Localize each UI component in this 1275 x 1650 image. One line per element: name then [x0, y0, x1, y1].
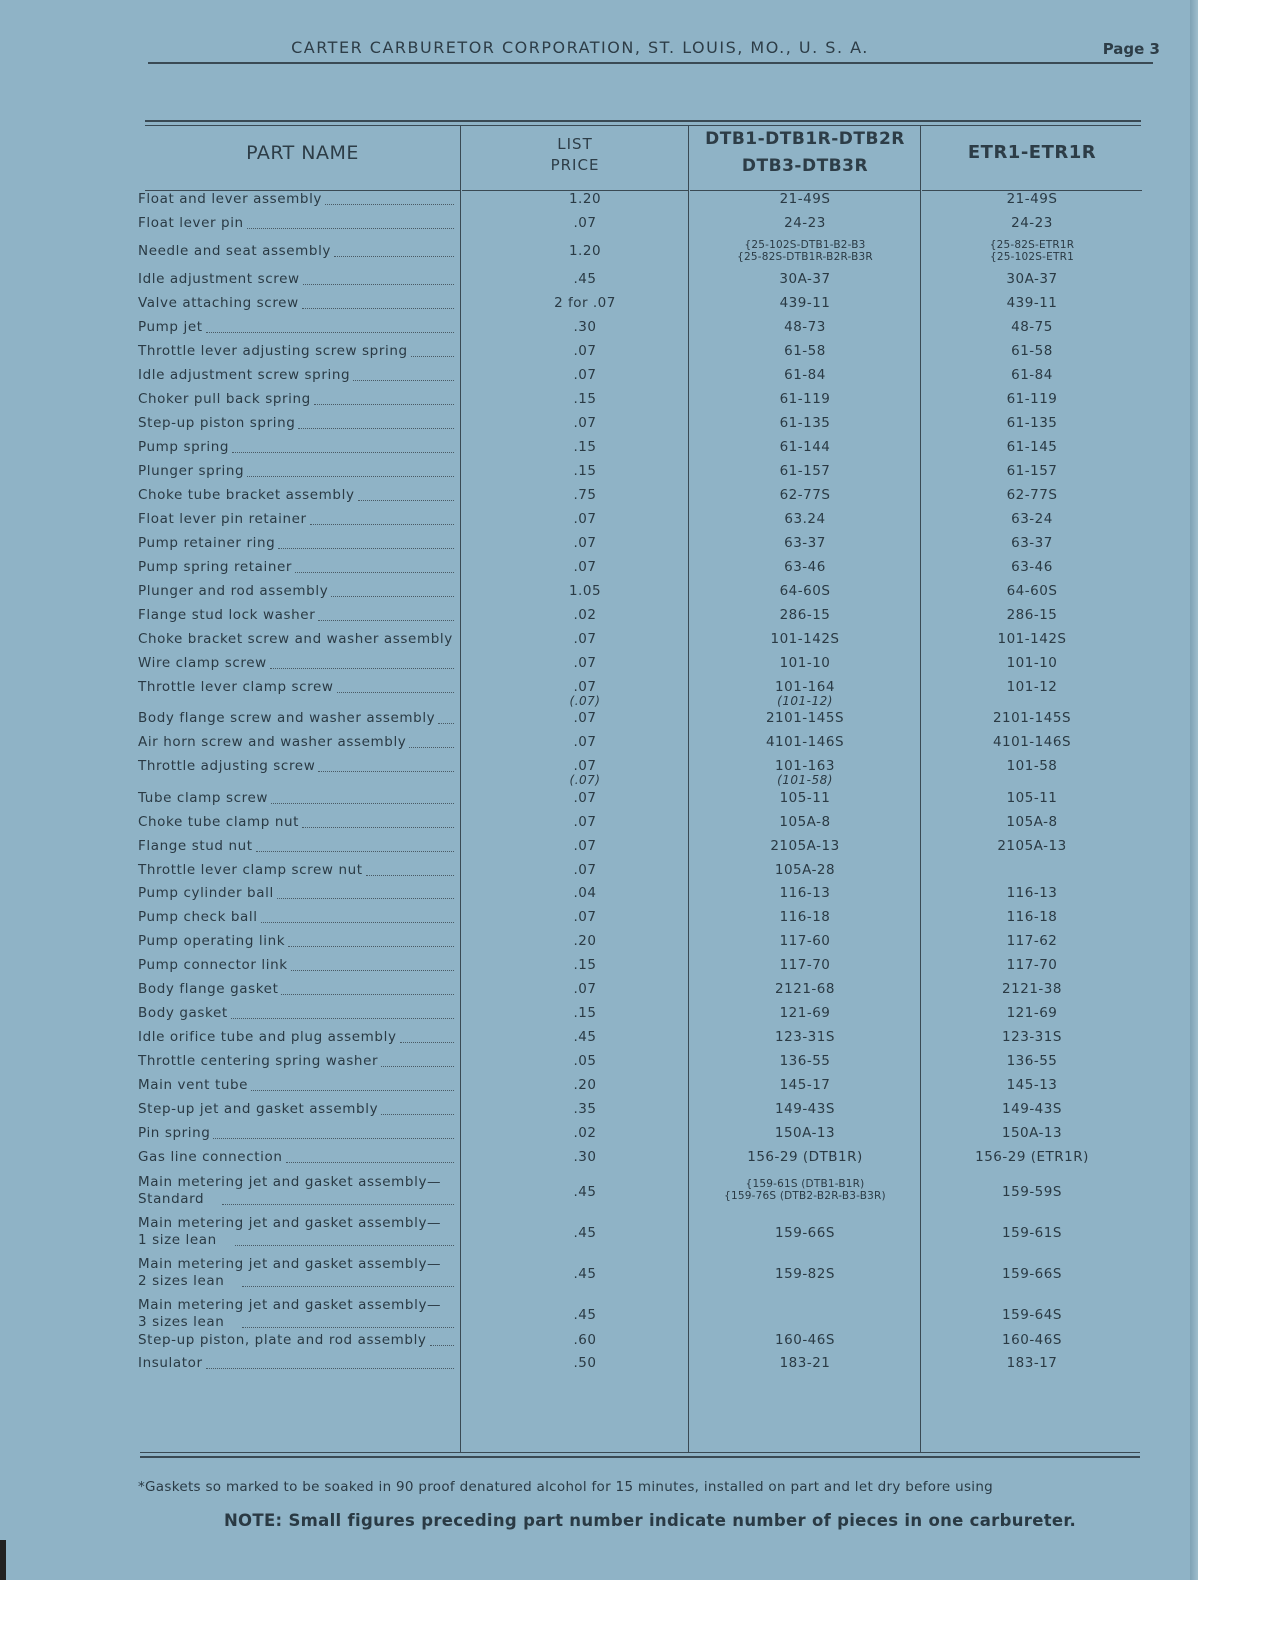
- part-name: [138, 933, 458, 950]
- dtb-cell: 63-37: [784, 535, 826, 551]
- part-name-text: Pump check ball: [138, 909, 258, 925]
- part-name-text: Throttle adjusting screw: [138, 758, 316, 774]
- etr-cell: 101-12: [1006, 679, 1058, 695]
- dot-leader: [206, 1368, 454, 1369]
- part-name: [138, 838, 458, 855]
- part-name-text: Main vent tube: [138, 1077, 249, 1093]
- etr-cell: 101-58: [1006, 758, 1058, 774]
- etr-cell: 61-58: [1011, 343, 1053, 359]
- price-alt-cell: (.07): [569, 773, 601, 787]
- dot-leader: [366, 875, 454, 876]
- part-name-text: Pump spring: [138, 439, 230, 455]
- part-name: [138, 415, 458, 432]
- etr-cell: 48-75: [1011, 319, 1053, 335]
- etr-cell: 149-43S: [1002, 1101, 1062, 1117]
- part-name-text: Tube clamp screw: [138, 790, 269, 806]
- etr-cell: 101-10: [1006, 655, 1058, 671]
- etr-cell: 61-157: [1006, 463, 1058, 479]
- price-cell: .07: [573, 655, 597, 671]
- etr-cell: 101-142S: [997, 631, 1067, 647]
- price-cell: .07: [573, 215, 597, 231]
- part-name-text: Throttle lever adjusting screw spring: [138, 343, 408, 359]
- price-cell: .15: [573, 463, 597, 479]
- part-name-text: Idle adjustment screw: [138, 271, 300, 287]
- price-cell: .07: [573, 734, 597, 750]
- part-name-text: Pump operating link: [138, 933, 286, 949]
- part-name-text: Float lever pin retainer: [138, 511, 307, 527]
- part-name-text: Choke bracket screw and washer assembly: [138, 631, 453, 647]
- dtb-cell: 2101-145S: [765, 710, 845, 726]
- price-cell: .07: [573, 367, 597, 383]
- part-name-text: Body flange screw and washer assembly: [138, 710, 436, 726]
- dtb-cell: 63-46: [784, 559, 826, 575]
- dot-leader: [325, 204, 454, 205]
- part-name: [138, 559, 458, 576]
- etr-cell: 105-11: [1006, 790, 1058, 806]
- price-cell: .07: [573, 758, 597, 774]
- dtb-cell: 150A-13: [774, 1125, 836, 1141]
- etr-cell: 160-46S: [1002, 1332, 1062, 1348]
- table-bottom-rule-outer: [140, 1456, 1140, 1458]
- etr-cell: 121-69: [1006, 1005, 1058, 1021]
- price-cell: 2 for .07: [554, 295, 616, 311]
- etr-cell: 117-70: [1006, 957, 1058, 973]
- column-header-list-price: LIST PRICE: [550, 135, 600, 174]
- dot-leader: [261, 922, 454, 923]
- price-cell: .07: [573, 679, 597, 695]
- part-name: [138, 583, 458, 600]
- part-name-text: Flange stud lock washer: [138, 607, 316, 623]
- dtb-cell: 116-18: [779, 909, 831, 925]
- dtb-cell: 121-69: [779, 1005, 831, 1021]
- etr-cell: 183-17: [1006, 1355, 1058, 1371]
- part-name: [138, 463, 458, 480]
- dtb-cell: 105A-8: [779, 814, 831, 830]
- price-cell: .05: [573, 1053, 597, 1069]
- etr-cell: 159-64S: [1002, 1307, 1062, 1323]
- part-name-text: Body flange gasket: [138, 981, 279, 997]
- dtb-cell: 149-43S: [775, 1101, 835, 1117]
- price-cell: .20: [573, 1077, 597, 1093]
- column-divider: [920, 125, 921, 1453]
- dtb-alt-cell: (101-58): [777, 773, 833, 787]
- price-cell: .45: [573, 1029, 597, 1045]
- etr-cell: {25-82S-ETR1R {25-102S-ETR1: [989, 239, 1075, 263]
- dtb-cell: 439-11: [779, 295, 831, 311]
- part-name-text: Wire clamp screw: [138, 655, 267, 671]
- part-name-text: Step-up piston spring: [138, 415, 296, 431]
- part-name-text: Idle orifice tube and plug assembly: [138, 1029, 397, 1045]
- dot-leader: [213, 1138, 454, 1139]
- etr-cell: 61-119: [1006, 391, 1058, 407]
- part-name-text: Gas line connection: [138, 1149, 283, 1165]
- part-name: [138, 981, 458, 998]
- dtb-cell: 101-163: [775, 758, 835, 774]
- dot-leader: [291, 970, 454, 971]
- price-alt-cell: (.07): [569, 694, 601, 708]
- part-name-text: Flange stud nut: [138, 838, 253, 854]
- dtb-cell: 48-73: [784, 319, 826, 335]
- part-name: [138, 1332, 458, 1349]
- part-name-text: Pump connector link: [138, 957, 288, 973]
- dot-leader: [381, 1114, 454, 1115]
- dot-leader: [302, 308, 454, 309]
- part-name-text: Choke tube clamp nut: [138, 814, 300, 830]
- part-name-text: Main metering jet and gasket assembly— 2 sizes lean: [138, 1256, 442, 1289]
- part-name: [138, 1029, 458, 1046]
- dot-leader: [381, 1066, 454, 1067]
- part-name: [138, 1101, 458, 1118]
- part-name-text: Plunger spring: [138, 463, 245, 479]
- dtb-cell: 61-135: [779, 415, 831, 431]
- table-bottom-rule: [140, 1452, 1140, 1453]
- price-cell: .30: [573, 319, 597, 335]
- price-cell: .02: [573, 607, 597, 623]
- dot-leader: [411, 356, 454, 357]
- etr-cell: 2105A-13: [997, 838, 1067, 854]
- part-name: [138, 1174, 458, 1208]
- dot-leader: [232, 452, 454, 453]
- part-name-text: Insulator: [138, 1355, 203, 1371]
- dtb-cell: 30A-37: [779, 271, 831, 287]
- dot-leader: [303, 284, 454, 285]
- price-cell: .07: [573, 535, 597, 551]
- dtb-cell: 61-119: [779, 391, 831, 407]
- dot-leader: [334, 256, 454, 257]
- etr-cell: 286-15: [1006, 607, 1058, 623]
- dot-leader: [256, 851, 454, 852]
- dtb-cell: {25-102S-DTB1-B2-B3 {25-82S-DTB1R-B2R-B3R: [737, 239, 873, 263]
- part-name-text: Plunger and rod assembly: [138, 583, 329, 599]
- part-name: [138, 909, 458, 926]
- part-name-text: Float and lever assembly: [138, 191, 323, 207]
- column-divider: [688, 125, 689, 1453]
- part-name-text: Pump spring retainer: [138, 559, 293, 575]
- part-name: [138, 1215, 458, 1249]
- dtb-cell: 62-77S: [779, 487, 831, 503]
- part-name: [138, 1053, 458, 1070]
- price-cell: .45: [573, 1266, 597, 1282]
- etr-cell: 2121-38: [1002, 981, 1062, 997]
- dtb-cell: 61-157: [779, 463, 831, 479]
- part-name: [138, 271, 458, 288]
- part-name-text: Main metering jet and gasket assembly— Standard: [138, 1174, 442, 1207]
- part-name: [138, 1256, 458, 1290]
- part-name: [138, 631, 458, 648]
- column-header-dtb: DTB1-DTB1R-DTB2R DTB3-DTB3R: [705, 129, 905, 176]
- part-name-text: Throttle lever clamp screw nut: [138, 862, 363, 878]
- price-cell: .45: [573, 1225, 597, 1241]
- price-cell: .45: [573, 1307, 597, 1323]
- part-name: [138, 319, 458, 336]
- dtb-cell: 286-15: [779, 607, 831, 623]
- dot-leader: [231, 1018, 454, 1019]
- etr-cell: 156-29 (ETR1R): [975, 1149, 1089, 1165]
- dtb-cell: 2105A-13: [770, 838, 840, 854]
- dot-leader: [251, 1090, 454, 1091]
- dtb-cell: 24-23: [784, 215, 826, 231]
- dtb-cell: 156-29 (DTB1R): [747, 1149, 863, 1165]
- column-header-part-name: PART NAME: [246, 142, 359, 164]
- dot-leader: [222, 1204, 454, 1205]
- etr-cell: 159-61S: [1002, 1225, 1062, 1241]
- dtb-cell: 101-10: [779, 655, 831, 671]
- dot-leader: [314, 404, 454, 405]
- dot-leader: [247, 476, 454, 477]
- etr-cell: 2101-145S: [992, 710, 1072, 726]
- column-divider: [460, 125, 461, 1453]
- etr-cell: 123-31S: [1002, 1029, 1062, 1045]
- dtb-cell: 116-13: [779, 885, 831, 901]
- etr-cell: 61-145: [1006, 439, 1058, 455]
- dot-leader: [409, 747, 454, 748]
- price-cell: .15: [573, 1005, 597, 1021]
- scan-shadow: [0, 1540, 6, 1580]
- price-cell: .45: [573, 271, 597, 287]
- dot-leader: [270, 668, 454, 669]
- dtb-cell: 63.24: [784, 511, 826, 527]
- dtb-cell: 4101-146S: [765, 734, 845, 750]
- part-name: [138, 295, 458, 312]
- dtb-cell: 101-164: [775, 679, 835, 695]
- dot-leader: [353, 380, 454, 381]
- part-name-text: Idle adjustment screw spring: [138, 367, 351, 383]
- price-cell: .04: [573, 885, 597, 901]
- part-name: [138, 710, 458, 727]
- part-name: [138, 957, 458, 974]
- dtb-cell: 105A-28: [774, 862, 836, 878]
- price-cell: .15: [573, 439, 597, 455]
- etr-cell: 439-11: [1006, 295, 1058, 311]
- part-name: [138, 215, 458, 232]
- etr-cell: 116-18: [1006, 909, 1058, 925]
- part-name-text: Float lever pin: [138, 215, 244, 231]
- price-cell: 1.20: [568, 191, 602, 207]
- price-cell: .07: [573, 909, 597, 925]
- etr-cell: 159-59S: [1002, 1184, 1062, 1200]
- etr-cell: 150A-13: [1001, 1125, 1063, 1141]
- column-header-etr: ETR1-ETR1R: [967, 142, 1097, 163]
- dot-leader: [235, 1245, 454, 1246]
- dtb-cell: 159-82S: [775, 1266, 835, 1282]
- dot-leader: [400, 1042, 454, 1043]
- dtb-cell: 64-60S: [779, 583, 831, 599]
- dot-leader: [331, 596, 454, 597]
- dtb-cell: 136-55: [779, 1053, 831, 1069]
- etr-cell: 63-37: [1011, 535, 1053, 551]
- part-name: [138, 439, 458, 456]
- etr-cell: 63-24: [1011, 511, 1053, 527]
- price-cell: 1.20: [568, 243, 602, 259]
- dot-leader: [337, 692, 454, 693]
- dtb-cell: 159-66S: [775, 1225, 835, 1241]
- part-name: [138, 1125, 458, 1142]
- part-name: [138, 862, 458, 879]
- part-name: [138, 511, 458, 528]
- dot-leader: [242, 1286, 454, 1287]
- price-cell: .07: [573, 415, 597, 431]
- part-name: [138, 734, 458, 751]
- dtb-cell: {159-61S (DTB1-B1R) {159-76S (DTB2-B2R-B3-B3R): [724, 1178, 886, 1202]
- dtb-cell: 117-60: [779, 933, 831, 949]
- dtb-cell: 123-31S: [775, 1029, 835, 1045]
- price-cell: .15: [573, 957, 597, 973]
- price-cell: .07: [573, 862, 597, 878]
- dot-leader: [358, 500, 454, 501]
- price-cell: .07: [573, 981, 597, 997]
- part-name-text: Pin spring: [138, 1125, 211, 1141]
- part-name: [138, 1005, 458, 1022]
- part-name: [138, 487, 458, 504]
- part-name-text: Main metering jet and gasket assembly— 3 sizes lean: [138, 1297, 442, 1330]
- price-cell: .35: [573, 1101, 597, 1117]
- dtb-cell: 117-70: [779, 957, 831, 973]
- part-name: [138, 1077, 458, 1094]
- dot-leader: [278, 548, 454, 549]
- part-name: [138, 790, 458, 807]
- etr-cell: 61-84: [1011, 367, 1053, 383]
- part-name: [138, 243, 458, 260]
- etr-cell: 21-49S: [1006, 191, 1058, 207]
- dtb-cell: 101-142S: [770, 631, 840, 647]
- table-top-rule-inner: [145, 125, 1141, 126]
- part-name: [138, 655, 458, 672]
- price-cell: .07: [573, 814, 597, 830]
- dot-leader: [298, 428, 454, 429]
- part-name-text: Pump cylinder ball: [138, 885, 274, 901]
- part-name: [138, 758, 458, 775]
- etr-cell: 64-60S: [1006, 583, 1058, 599]
- price-cell: .07: [573, 710, 597, 726]
- price-cell: .02: [573, 1125, 597, 1141]
- part-name-text: Throttle lever clamp screw: [138, 679, 334, 695]
- dot-leader: [277, 898, 454, 899]
- dot-leader: [318, 620, 454, 621]
- price-cell: 1.05: [568, 583, 602, 599]
- price-cell: .07: [573, 631, 597, 647]
- price-cell: .75: [573, 487, 597, 503]
- price-cell: .07: [573, 559, 597, 575]
- dot-leader: [288, 946, 454, 947]
- part-name-text: Air horn screw and washer assembly: [138, 734, 407, 750]
- dtb-alt-cell: (101-12): [777, 694, 833, 708]
- part-name-text: Choke tube bracket assembly: [138, 487, 355, 503]
- price-cell: .20: [573, 933, 597, 949]
- part-name: [138, 1149, 458, 1166]
- header-rule: [148, 62, 1153, 64]
- part-name: [138, 391, 458, 408]
- part-name: [138, 343, 458, 360]
- etr-cell: 63-46: [1011, 559, 1053, 575]
- part-name-text: Body gasket: [138, 1005, 228, 1021]
- dot-leader: [271, 803, 454, 804]
- price-cell: .45: [573, 1184, 597, 1200]
- etr-cell: 4101-146S: [992, 734, 1072, 750]
- part-name-text: Choker pull back spring: [138, 391, 311, 407]
- dtb-cell: 183-21: [779, 1355, 831, 1371]
- dot-leader: [281, 994, 454, 995]
- price-cell: .50: [573, 1355, 597, 1371]
- etr-cell: 30A-37: [1006, 271, 1058, 287]
- etr-cell: 136-55: [1006, 1053, 1058, 1069]
- part-name-text: Step-up jet and gasket assembly: [138, 1101, 379, 1117]
- etr-cell: 159-66S: [1002, 1266, 1062, 1282]
- table-top-rule: [145, 120, 1141, 122]
- part-name-text: Throttle centering spring washer: [138, 1053, 379, 1069]
- price-cell: .07: [573, 838, 597, 854]
- dot-leader: [242, 1327, 454, 1328]
- price-cell: .60: [573, 1332, 597, 1348]
- part-name: [138, 367, 458, 384]
- dot-leader: [438, 723, 454, 724]
- part-name: [138, 607, 458, 624]
- price-cell: .07: [573, 511, 597, 527]
- price-cell: .30: [573, 1149, 597, 1165]
- dot-leader: [206, 332, 454, 333]
- part-name: [138, 535, 458, 552]
- part-name: [138, 191, 458, 208]
- dtb-cell: 2121-68: [775, 981, 835, 997]
- dot-leader: [295, 572, 454, 573]
- dot-leader: [318, 771, 454, 772]
- dot-leader: [286, 1162, 455, 1163]
- etr-cell: 116-13: [1006, 885, 1058, 901]
- dtb-cell: 61-84: [784, 367, 826, 383]
- dot-leader: [310, 524, 454, 525]
- part-name: [138, 814, 458, 831]
- dtb-cell: 160-46S: [775, 1332, 835, 1348]
- footnote: *Gaskets so marked to be soaked in 90 proof denatured alcohol for 15 minutes, installed on part and let dry before using: [138, 1479, 994, 1495]
- dtb-cell: 21-49S: [779, 191, 831, 207]
- etr-cell: 145-13: [1006, 1077, 1058, 1093]
- dot-leader: [302, 827, 454, 828]
- dot-leader: [430, 1345, 454, 1346]
- part-name-text: Main metering jet and gasket assembly— 1 size lean: [138, 1215, 442, 1248]
- part-name-text: Pump retainer ring: [138, 535, 276, 551]
- note: NOTE: Small figures preceding part number indicate number of pieces in one carbureter.: [223, 1511, 1077, 1530]
- part-name-text: Step-up piston, plate and rod assembly: [138, 1332, 427, 1348]
- price-cell: .15: [573, 391, 597, 407]
- page-number: Page 3: [1102, 40, 1160, 58]
- dot-leader: [247, 228, 454, 229]
- etr-cell: 62-77S: [1006, 487, 1058, 503]
- etr-cell: 61-135: [1006, 415, 1058, 431]
- part-name: [138, 679, 458, 696]
- etr-cell: 24-23: [1011, 215, 1053, 231]
- etr-cell: 105A-8: [1006, 814, 1058, 830]
- etr-cell: 117-62: [1006, 933, 1058, 949]
- part-name-text: Valve attaching screw: [138, 295, 299, 311]
- part-name: [138, 885, 458, 902]
- price-cell: .07: [573, 790, 597, 806]
- part-name: [138, 1297, 458, 1331]
- part-name-text: Needle and seat assembly: [138, 243, 332, 259]
- price-cell: .07: [573, 343, 597, 359]
- part-name: [138, 1355, 458, 1372]
- dtb-cell: 105-11: [779, 790, 831, 806]
- dtb-cell: 145-17: [779, 1077, 831, 1093]
- part-name-text: Pump jet: [138, 319, 203, 335]
- dtb-cell: 61-58: [784, 343, 826, 359]
- dtb-cell: 61-144: [779, 439, 831, 455]
- page-edge: [1190, 0, 1198, 1580]
- company-header: CARTER CARBURETOR CORPORATION, ST. LOUIS, MO., U. S. A.: [291, 38, 869, 57]
